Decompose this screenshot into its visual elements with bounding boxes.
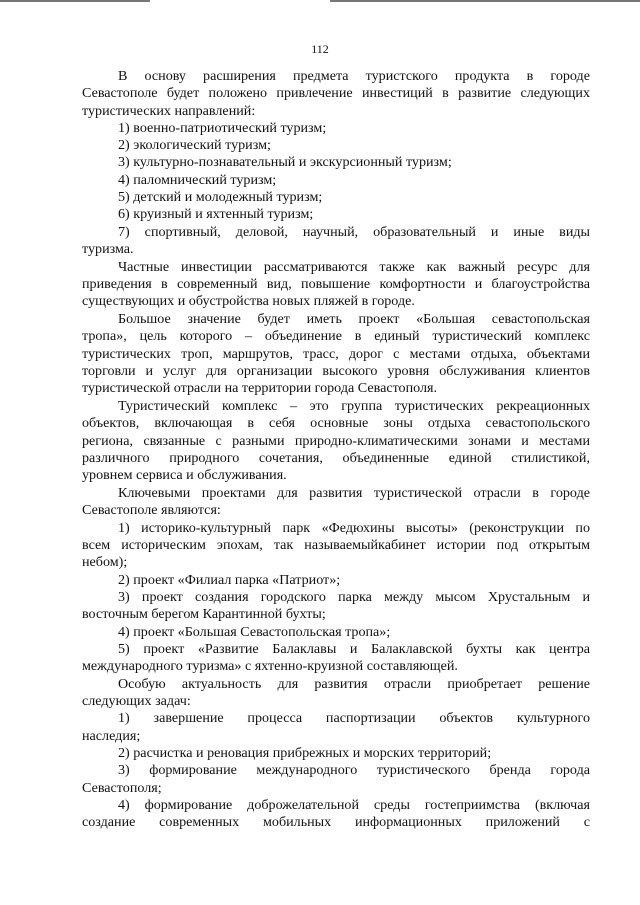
list-item: 4) проект «Большая Севастопольская тропа»; <box>118 623 391 640</box>
scan-edge-right <box>330 0 640 2</box>
text-line: туризма. <box>82 240 134 257</box>
text-line: различного природного сочетания, объединенные единой стилистикой, <box>82 450 590 467</box>
text-line: приведения в современный вид, повышение комфортности и благоустройства <box>82 276 590 293</box>
text-line: объектов, включающая в себя основные зоны отдыха севастопольского <box>82 415 590 432</box>
scan-edge-left <box>0 0 150 2</box>
text-line: туристических троп, маршрутов, трасс, дорог с местами отдыха, объектами <box>82 345 590 362</box>
list-item: 3) культурно-познавательный и экскурсионный туризм; <box>118 154 452 171</box>
text-line: торговли и услуг для организации высокого уровня обслуживания клиентов <box>82 363 590 380</box>
list-item: 2) расчистка и реновация прибрежных и морских территорий; <box>118 745 492 762</box>
text-line: Ключевыми проектами для развития туристической отрасли в городе <box>118 485 590 502</box>
text-line: наследия; <box>82 727 141 744</box>
text-line: создание современных мобильных информационных приложений с <box>82 814 590 831</box>
text-line: международного туризма» с яхтенно-круизной составляющей. <box>82 658 458 675</box>
list-item: 7) спортивный, деловой, научный, образовательный и иные виды <box>118 223 590 240</box>
list-item: 5) проект «Развитие Балаклавы и Балаклавской бухты как центра <box>118 640 590 657</box>
text-line: тропа», цель которого – объединение в единый туристический комплекс <box>82 328 590 345</box>
text-line: туристических направлений: <box>82 102 256 119</box>
list-item: 4) паломнический туризм; <box>118 171 277 188</box>
text-line: Туристический комплекс – это группа туристических рекреационных <box>118 398 590 415</box>
text-line: туристической отрасли на территории города Севастополя. <box>82 380 438 397</box>
list-item: 1) завершение процесса паспортизации объектов культурного <box>118 710 590 727</box>
list-item: 5) детский и молодежный туризм; <box>118 189 323 206</box>
text-line: Севастополя; <box>82 779 162 796</box>
list-item: 6) круизный и яхтенный туризм; <box>118 206 314 223</box>
list-item: 3) проект создания городского парка между мысом Хрустальным и <box>118 588 590 605</box>
text-line: В основу расширения предмета туристского продукта в городе <box>118 68 590 84</box>
list-item: 4) формирование доброжелательной среды гостеприимства (включая <box>118 796 590 813</box>
page-number: 112 <box>311 42 329 56</box>
text-line: Особую актуальность для развития отрасли приобретает решение <box>118 675 590 692</box>
text-line: следующих задач: <box>82 693 191 710</box>
list-item: 2) экологический туризм; <box>118 137 271 154</box>
list-item: 3) формирование международного туристического бренда города <box>118 762 590 779</box>
text-line: Севастополе являются: <box>82 502 221 519</box>
document-body <box>82 68 590 832</box>
text-line: восточным берегом Карантинной бухты; <box>82 606 326 623</box>
list-item: 1) военно-патриотический туризм; <box>118 119 327 136</box>
text-line: уровнем сервиса и обслуживания. <box>82 467 287 484</box>
text-line: существующих и обустройства новых пляжей в городе. <box>82 293 415 310</box>
list-item: 1) историко-культурный парк «Федюхины высоты» (реконструкции по <box>118 519 590 536</box>
text-line: региона, связанные с разными природно-климатическими зонами и местами <box>82 432 590 449</box>
text-line: всем историческим эпохам, так называемыйкабинет истории под открытым <box>82 537 590 554</box>
list-item: 2) проект «Филиал парка «Патриот»; <box>118 571 341 588</box>
text-line: небом); <box>82 554 128 571</box>
text-line: Севастополе будет положено привлечение инвестиций в развитие следующих <box>82 85 590 102</box>
text-line: Частные инвестиции рассматриваются также как важный ресурс для <box>118 258 590 275</box>
text-line: Большое значение будет иметь проект «Большая севастопольская <box>118 311 590 328</box>
